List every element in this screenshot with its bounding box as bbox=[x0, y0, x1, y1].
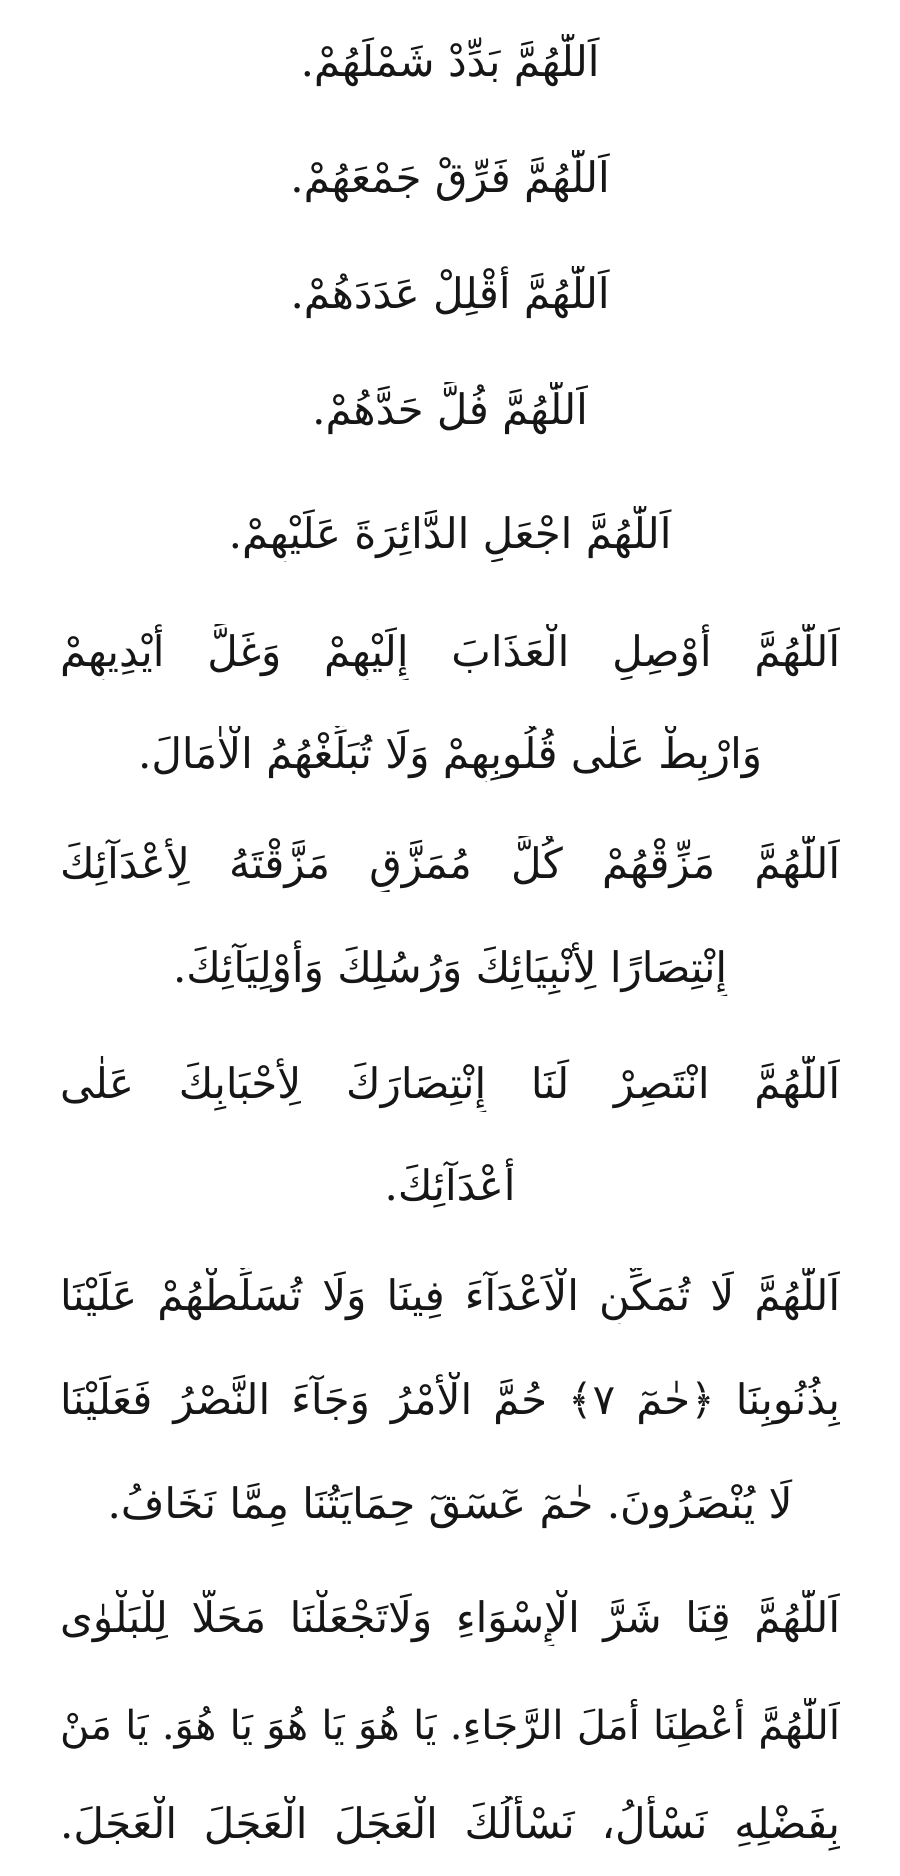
text-line: اَللّٰهُمَّ فُلَّ حَدَّهُمْ. bbox=[312, 385, 588, 434]
text-line: اَللّٰهُمَّ مَزِّقْهُمْ كُلَّ مُمَزَّقٍ مَزَّقْتَهُ لِأَعْدَآئِكَ bbox=[60, 839, 840, 888]
text-line: لَا يُنْصَرُونَ. حٰمٓ عٓسٓقٓ حِمَايَتُنَا مِمَّا نَخَافُ. bbox=[107, 1479, 793, 1528]
text-line: اَللّٰهُمَّ قِنَا شَرَّ الْإِسْوَاءِ وَلَاتَجْعَلْنَا مَحَلًّا لِلْبَلْوٰى bbox=[60, 1593, 840, 1642]
text-line: اَللّٰهُمَّ بَدِّدْ شَمْلَهُمْ. bbox=[300, 37, 600, 86]
text-line: وَارْبِطْ عَلٰى قُلُوبِهِمْ وَلَا تُبَلِّغْهُمُ الْاٰمَالَ. bbox=[137, 729, 763, 778]
text-line: اَللّٰهُمَّ أَقْلِلْ عَدَدَهُمْ. bbox=[290, 269, 610, 318]
text-line: اَللّٰهُمَّ فَرِّقْ جَمْعَهُمْ. bbox=[290, 153, 610, 202]
text-line: أَعْدَآئِكَ. bbox=[384, 1161, 516, 1210]
text-line: إِنْتِصَارًا لِأَنْبِيَائِكَ وَرُسُلِكَ وَأَوْلِيَآئِكَ. bbox=[172, 943, 728, 992]
text-line: اَللّٰهُمَّ انْتَصِرْ لَنَا إِنْتِصَارَكَ لِأَحْبَابِكَ عَلٰى bbox=[60, 1059, 840, 1108]
text-line: بِفَضْلِهِ نَسْأَلُ، نَسْأَلُكَ الْعَجَلَ الْعَجَلَ الْعَجَلَ. bbox=[60, 1799, 840, 1848]
text-line: بِذُنُوبِنَا ﴿حٰمٓ ٧﴾ حُمَّ الْأَمْرُ وَجَآءَ النَّصْرُ فَعَلَيْنَا bbox=[60, 1375, 840, 1424]
text-line: اَللّٰهُمَّ أَوْصِلِ الْعَذَابَ إِلَيْهِمْ وَغَلَّ أَيْدِيهِمْ bbox=[60, 627, 840, 676]
text-line: اَللّٰهُمَّ لَا تُمَكِّنِ الْاَعْدَآءَ فِينَا وَلَا تُسَلِّطْهُمْ عَلَيْنَا bbox=[60, 1271, 840, 1320]
text-line: اَللّٰهُمَّ اجْعَلِ الدَّائِرَةَ عَلَيْهِمْ. bbox=[228, 509, 672, 558]
text-line: اَللّٰهُمَّ أَعْطِنَا أَمَلَ الرَّجَاءِ. يَا هُوَ يَا هُوَ يَا هُوَ. يَا مَنْ bbox=[60, 1703, 840, 1749]
